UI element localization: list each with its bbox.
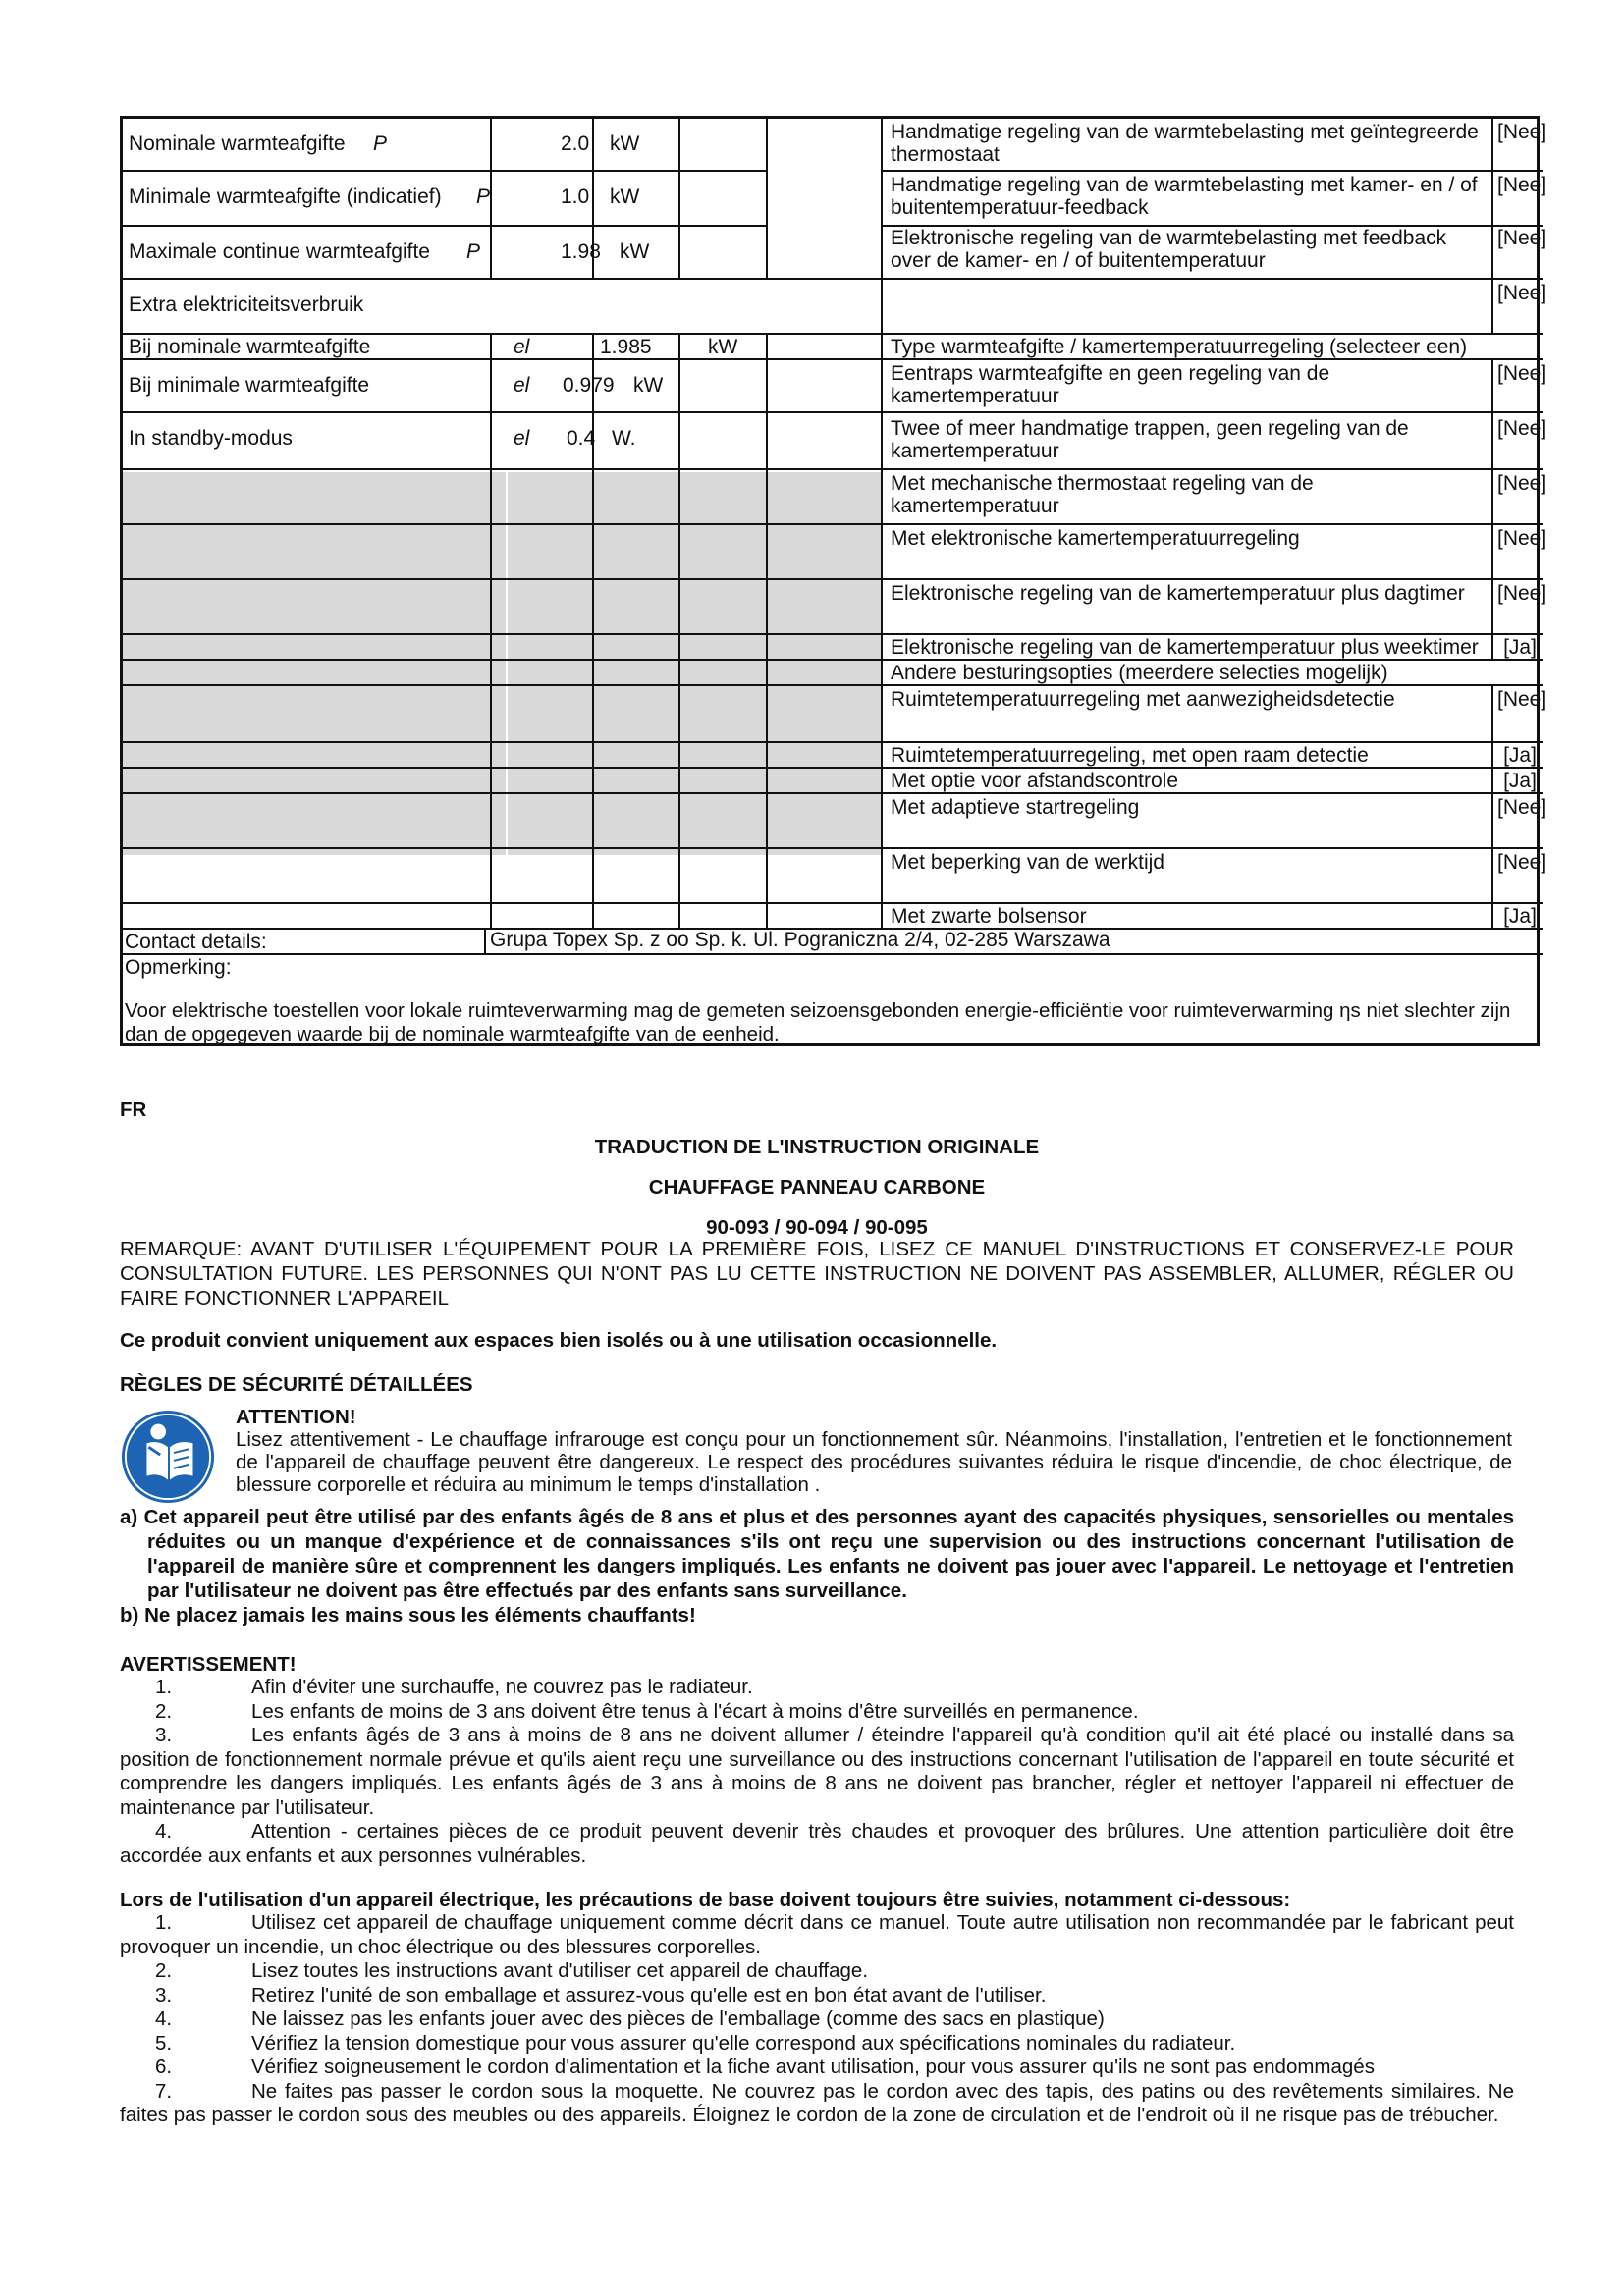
- control-option: Met zwarte bolsensor: [891, 905, 1087, 928]
- spec-symbol: el: [514, 427, 530, 450]
- spec-value: 0.4: [567, 427, 596, 450]
- spec-value: 2.0: [561, 133, 590, 155]
- basic-precautions-heading: Lors de l'utilisation d'un appareil électrique, les précautions de base doivent toujours être suivies, notamment ci-dessous:: [120, 1889, 1291, 1911]
- control-option-value: [Nee]: [1497, 472, 1547, 495]
- spec-label: Nominale warmteafgifte: [129, 133, 346, 155]
- spec-symbol: P: [476, 186, 491, 208]
- spec-label: Maximale continue warmteafgifte: [129, 240, 430, 263]
- spec-label: In standby-modus: [129, 427, 293, 450]
- spec-symbol: P: [466, 240, 481, 263]
- precaution-item: 2. Lisez toutes les instructions avant d'utiliser cet appareil de chauffage.: [155, 1959, 869, 1982]
- control-option: Met mechanische thermostaat regeling van de kamertemperatuur: [891, 472, 1314, 517]
- read-manual-icon: [120, 1409, 216, 1505]
- spec-unit: W.: [612, 427, 636, 450]
- control-option-value: [Ja]: [1503, 636, 1537, 659]
- control-option: Elektronische regeling van de warmtebelasting met feedback over de kamer- en / of buitentemperatuur: [891, 227, 1447, 272]
- spec-unit: kW: [620, 240, 650, 263]
- suitability-note: Ce produit convient uniquement aux espaces bien isolés ou à une utilisation occasionnelle.: [120, 1329, 998, 1352]
- remark-text: Voor elektrische toestellen voor lokale ruimteverwarming mag de gemeten seizoensgebonden energie-efficiëntie voor ruimteverwarming ηs niet slechter zijn dan de opgegeven waarde bij de nominale warmteafgifte van de eenheid.: [125, 999, 1511, 1045]
- alpha-rules: [120, 1505, 1514, 1628]
- safety-rules-heading: RÈGLES DE SÉCURITÉ DÉTAILLÉES: [120, 1373, 473, 1396]
- warning-item: 4. Attention - certaines pièces de ce produit peuvent devenir très chaudes et provoquer des brûlures. Une attention particulière doit être accordée aux enfants et aux personnes vulnérables.: [120, 1820, 1514, 1867]
- control-option-value: [Ja]: [1503, 744, 1537, 767]
- control-option: Eentraps warmteafgifte en geen regeling van de kamertemperatuur: [891, 362, 1330, 407]
- empty-gray-area: [508, 472, 881, 855]
- control-section-heading: Type warmteafgifte / kamertemperatuurregeling (selecteer een): [891, 336, 1468, 358]
- warning-list: [120, 1676, 1514, 1868]
- precaution-item: 5. Vérifiez la tension domestique pour vous assurer qu'elle correspond aux spécifications nominales du radiateur.: [155, 2031, 1236, 2055]
- product-title: CHAUFFAGE PANNEAU CARBONE: [648, 1176, 986, 1199]
- control-option-value: [Ja]: [1503, 770, 1537, 792]
- contact-label: Contact details:: [125, 931, 267, 953]
- control-option-value: [Nee]: [1497, 121, 1547, 143]
- attention-heading: ATTENTION!: [236, 1406, 356, 1428]
- control-option: Twee of meer handmatige trappen, geen regeling van de kamertemperatuur: [891, 417, 1409, 462]
- control-option-value: [Nee]: [1497, 227, 1547, 249]
- warning-heading: AVERTISSEMENT!: [120, 1653, 297, 1676]
- precaution-item: 4. Ne laissez pas les enfants jouer avec des pièces de l'emballage (comme des sacs en plastique): [155, 2007, 1105, 2030]
- language-code: FR: [120, 1098, 147, 1121]
- attention-text: Lisez attentivement - Le chauffage infrarouge est conçu pour un fonctionnement sûr. Néanmoins, l'installation, l'entretien et le fonctionnement de l'appareil de chauffage peuvent être dangereux. Le respect des procédures suivantes réduira le risque d'incendie, de choc électrique, de blessure corporelle et réduira au minimum le temps d'installation .: [236, 1428, 1512, 1496]
- warning-item: 3. Les enfants âgés de 3 ans à moins de 8 ans ne doivent allumer / éteindre l'appareil qu'à condition qu'il ait été placé ou installé dans sa position de fonctionnement normale prévue et qu'ils aient reçu une surveillance ou des instructions concernant l'utilisation de l'appareil en toute sécurité et comprendre les dangers impliqués. Les enfants âgés de 3 ans à moins de 8 ans ne doivent pas brancher, régler et nettoyer l'appareil ni effectuer de maintenance par l'utilisateur.: [120, 1724, 1514, 1819]
- control-option: Met optie voor afstandscontrole: [891, 770, 1178, 792]
- control-option-value: [Nee]: [1497, 851, 1547, 874]
- model-numbers: 90-093 / 90-094 / 90-095: [706, 1216, 928, 1239]
- remarque-text: REMARQUE: AVANT D'UTILISER L'ÉQUIPEMENT POUR LA PREMIÈRE FOIS, LISEZ CE MANUEL D'INSTRUCTIONS ET CONSERVEZ-LE POUR CONSULTATION FUTURE. LES PERSONNES QUI N'ONT PAS LU CETTE INSTRUCTION NE DOIVENT PAS ASSEMBLER, ALLUMER, RÉGLER OU FAIRE FONCTIONNER L'APPAREIL: [120, 1238, 1514, 1309]
- control-section-heading: Andere besturingsopties (meerdere selecties mogelijk): [891, 662, 1388, 684]
- control-option-value: [Nee]: [1497, 282, 1547, 304]
- control-option: Handmatige regeling van de warmtebelasting met kamer- en / of buitentemperatuur-feedback: [891, 174, 1478, 219]
- precaution-item: 3. Retirez l'unité de son emballage et assurez-vous qu'elle est en bon état avant de l'utiliser.: [155, 1983, 1047, 2006]
- spec-section-label: Extra elektriciteitsverbruik: [129, 294, 364, 316]
- precaution-item: 7. Ne faites pas passer le cordon sous la moquette. Ne couvrez pas le cordon avec des tapis, des patins ou des revêtements similaires. Ne faites pas passer le cordon sous des meubles ou des appareils. Éloignez le cordon de la zone de circulation et de l'endroit où il ne risque pas de trébucher.: [120, 2079, 1514, 2126]
- remark-label: Opmerking:: [125, 956, 232, 979]
- spec-label: Bij minimale warmteafgifte: [129, 374, 370, 397]
- control-option: Ruimtetemperatuurregeling, met open raam detectie: [891, 744, 1369, 767]
- control-option-value: [Nee]: [1497, 174, 1547, 196]
- spec-unit: kW: [610, 186, 640, 208]
- spec-symbol: P: [373, 133, 388, 155]
- warning-item: 2. Les enfants de moins de 3 ans doivent être tenus à l'écart à moins d'être surveillés en permanence.: [155, 1699, 1139, 1723]
- control-option: Met beperking van de werktijd: [891, 851, 1164, 874]
- control-option: Handmatige regeling van de warmtebelasting met geïntegreerde thermostaat: [891, 121, 1479, 166]
- spec-value: 1.985: [600, 336, 652, 358]
- spec-table: [120, 116, 1547, 1046]
- spec-symbol: el: [514, 374, 530, 397]
- spec-value: 0.979: [563, 374, 615, 397]
- control-option-value: [Nee]: [1497, 688, 1547, 711]
- precaution-item: 6. Vérifiez soigneusement le cordon d'alimentation et la fiche avant utilisation, pour vous assurer qu'ils ne sont pas endommagés: [155, 2056, 1375, 2078]
- spec-unit: kW: [610, 133, 640, 155]
- warning-item: 1. Afin d'éviter une surchauffe, ne couvrez pas le radiateur.: [155, 1676, 753, 1698]
- spec-label: Minimale warmteafgifte (indicatief): [129, 186, 442, 208]
- contact-value: Grupa Topex Sp. z oo Sp. k. Ul. Pograniczna 2/4, 02-285 Warszawa: [490, 929, 1110, 951]
- spec-value: 1.0: [561, 186, 590, 208]
- control-option-value: [Nee]: [1497, 417, 1547, 440]
- control-option: Met elektronische kamertemperatuurregeling: [891, 527, 1300, 550]
- empty-gray-area: [123, 472, 506, 855]
- control-option-value: [Ja]: [1503, 905, 1537, 928]
- control-option: Elektronische regeling van de kamertemperatuur plus weektimer: [891, 636, 1479, 659]
- document-title: TRADUCTION DE L'INSTRUCTION ORIGINALE: [594, 1136, 1040, 1158]
- control-option-value: [Nee]: [1497, 582, 1547, 605]
- spec-label: Bij nominale warmteafgifte: [129, 336, 371, 358]
- control-option: Met adaptieve startregeling: [891, 796, 1140, 819]
- control-option: Elektronische regeling van de kamertemperatuur plus dagtimer: [891, 582, 1465, 605]
- control-option-value: [Nee]: [1497, 796, 1547, 819]
- alpha-rule: b) Ne placez jamais les mains sous les éléments chauffants!: [120, 1604, 696, 1627]
- spec-symbol: el: [514, 336, 530, 358]
- alpha-rule: a) Cet appareil peut être utilisé par des enfants âgés de 8 ans et plus et des personnes ayant des capacités physiques, sensorielles ou mentales réduites ou un manque d'expérience et de connaissances s'ils ont reçu une supervision ou des instructions concernant l'utilisation de l'appareil de manière sûre et comprennent les dangers impliqués. Les enfants ne doivent pas jouer avec l'appareil. Le nettoyage et l'entretien par l'utilisateur ne doivent pas être effectués par des enfants sans surveillance.: [120, 1506, 1514, 1602]
- precaution-item: 1. Utilisez cet appareil de chauffage uniquement comme décrit dans ce manuel. Toute autre utilisation non recommandée par le fabricant peut provoquer un incendie, un choc électrique ou des blessures corporelles.: [120, 1911, 1514, 1958]
- spec-unit: kW: [633, 374, 664, 397]
- basic-precautions-list: [120, 1911, 1514, 2128]
- spec-value: 1.98: [561, 240, 601, 263]
- control-option-value: [Nee]: [1497, 527, 1547, 550]
- control-option: Ruimtetemperatuurregeling met aanwezigheidsdetectie: [891, 688, 1395, 711]
- control-option-value: [Nee]: [1497, 362, 1547, 385]
- spec-unit: kW: [708, 336, 738, 358]
